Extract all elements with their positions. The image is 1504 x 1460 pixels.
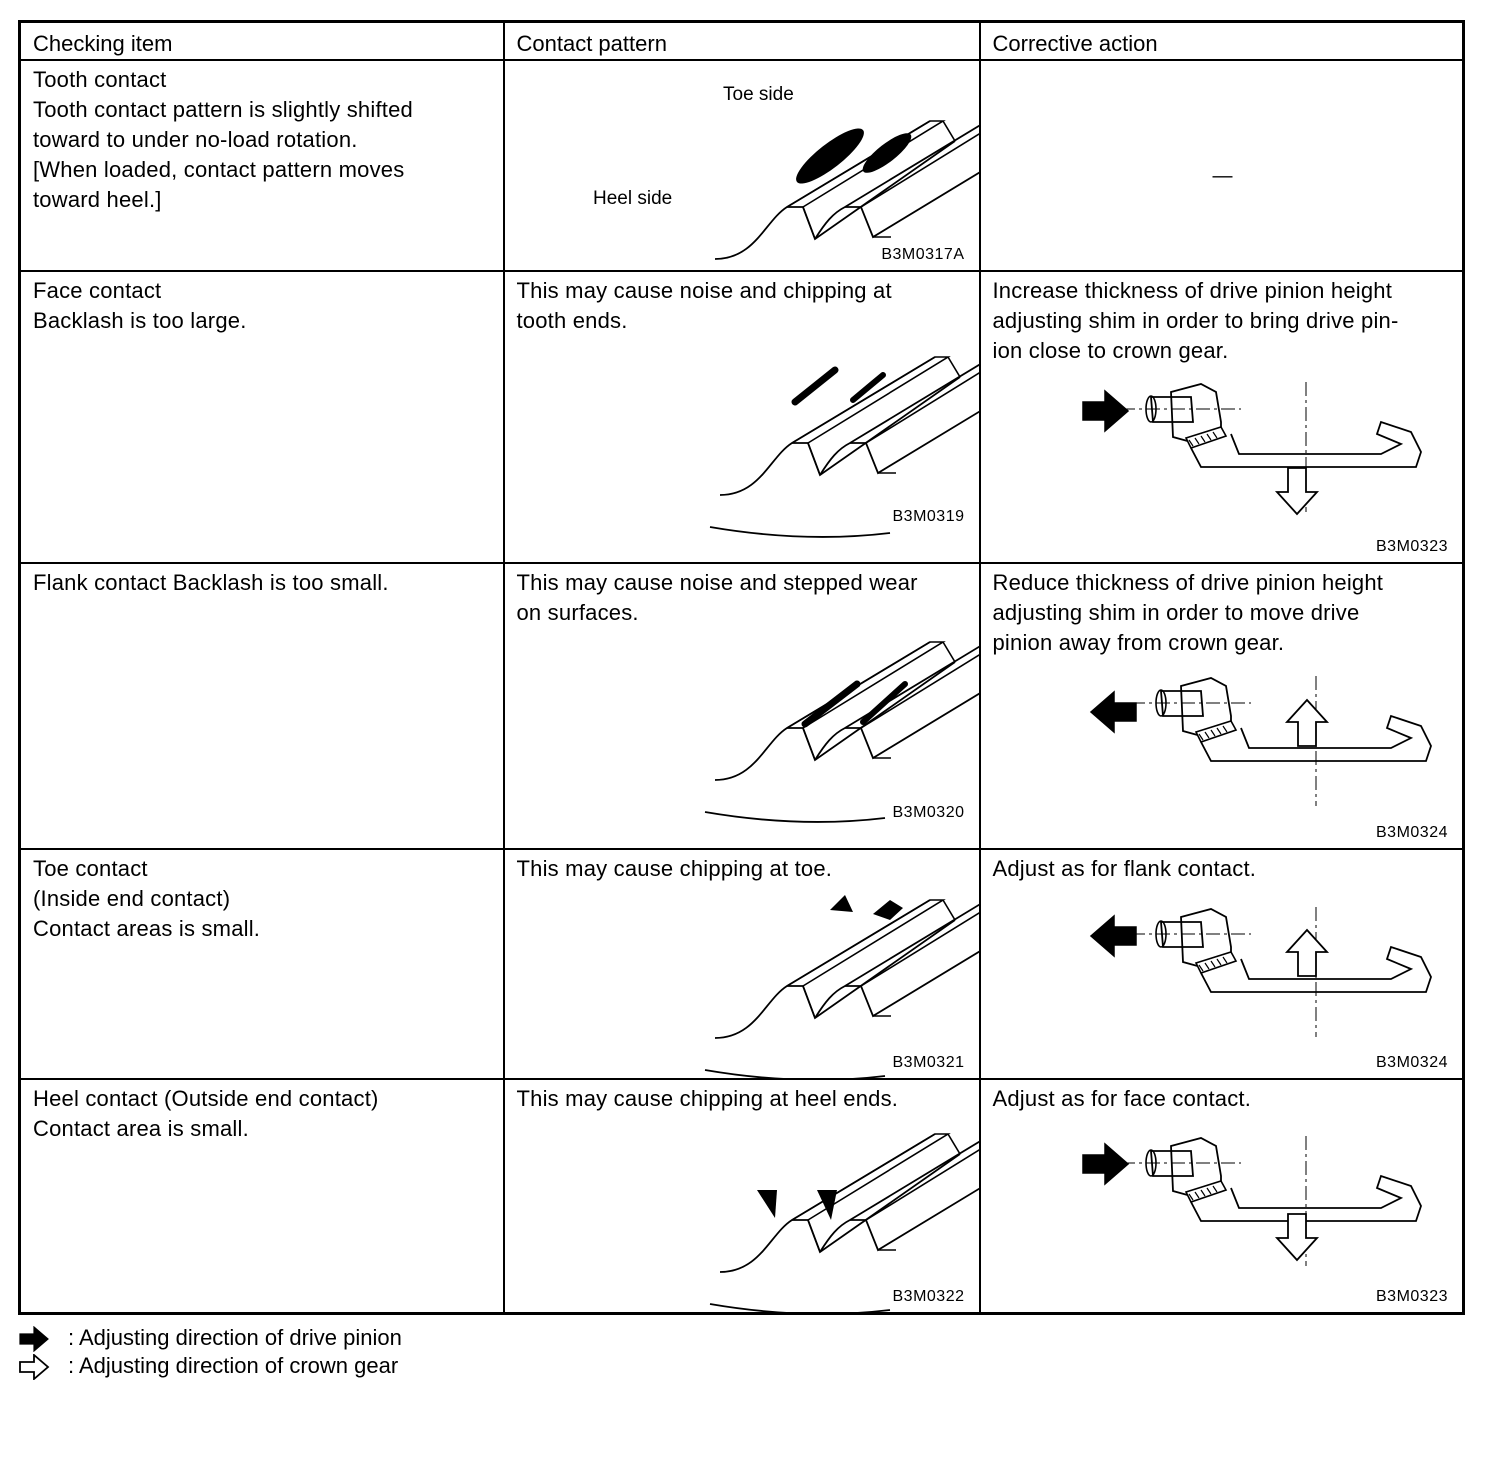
figure-code: B3M0323 <box>1376 538 1448 555</box>
contact-pattern-mark <box>795 370 835 402</box>
no-action-dash: — <box>1212 165 1233 187</box>
pinion-crown-assembly <box>1121 382 1421 512</box>
pattern-text: This may cause chipping at heel ends. <box>516 1086 899 1111</box>
figure-code: B3M0317A <box>881 246 965 263</box>
table-row-tooth-contact <box>20 60 1464 271</box>
cell-corrective-action <box>980 849 1464 1079</box>
action-text: Adjust as for flank contact. <box>992 856 1257 881</box>
action-text: Reduce thickness of drive pinion height adjusting shim in order to move drive pinion away from crown gear. <box>992 570 1384 655</box>
drive-pinion-arrow-icon <box>1091 916 1136 956</box>
cell-contact-pattern <box>504 563 980 849</box>
drive-pinion-arrow-icon <box>1091 692 1136 732</box>
table-row-flank-contact <box>20 563 1464 849</box>
solid-arrow-icon <box>18 1326 50 1352</box>
gear-tooth-figure <box>505 61 981 272</box>
check-text: Tooth contact Tooth contact pattern is slightly shifted toward to under no-load rotation. [When loaded, contact pattern moves toward heel.] <box>33 67 413 212</box>
cell-corrective-action <box>980 271 1464 563</box>
toe-side-label: Toe side <box>722 84 794 105</box>
cell-corrective-action <box>980 563 1464 849</box>
pattern-text: This may cause noise and chipping at tooth ends. <box>516 278 892 333</box>
drive-pinion-arrow-icon <box>1083 1144 1128 1184</box>
pattern-text: This may cause chipping at toe. <box>516 856 833 881</box>
gear-tooth-figure <box>505 850 981 1080</box>
cell-corrective-action <box>980 1079 1464 1313</box>
contact-pattern-mark <box>830 895 853 912</box>
cell-contact-pattern <box>504 1079 980 1313</box>
header-contact-pattern: Contact pattern <box>504 22 980 61</box>
pinion-adjust-figure <box>981 1080 1465 1314</box>
figure-code: B3M0322 <box>892 1287 965 1305</box>
cell-checking-item <box>20 60 504 271</box>
pinion-crown-assembly <box>1131 907 1431 1037</box>
contact-pattern-mark <box>757 1190 777 1218</box>
pinion-crown-assembly <box>1121 1136 1421 1266</box>
figure-code: B3M0324 <box>1376 1054 1448 1071</box>
legend-label: : Adjusting direction of crown gear <box>68 1353 399 1378</box>
figure-code: B3M0319 <box>892 508 965 525</box>
table-header-row <box>20 22 1464 61</box>
cell-corrective-action <box>980 60 1464 271</box>
crown-gear-arrow-icon <box>1277 468 1317 514</box>
cell-contact-pattern <box>504 60 980 271</box>
action-text: Increase thickness of drive pinion height adjusting shim in order to bring drive pin- ion close to crown gear. <box>992 278 1399 363</box>
heel-side-label: Heel side <box>592 188 672 209</box>
figure-code: B3M0324 <box>1376 824 1448 841</box>
gear-contact-table <box>18 20 1465 1315</box>
gear-tooth-figure <box>505 1080 981 1314</box>
figure-code: B3M0321 <box>892 1054 965 1071</box>
check-text: Flank contact Backlash is too small. <box>33 570 389 595</box>
table-row-toe-contact <box>20 849 1464 1079</box>
pinion-adjust-figure <box>981 272 1465 564</box>
cell-checking-item <box>20 849 504 1079</box>
cell-contact-pattern <box>504 849 980 1079</box>
legend-label: : Adjusting direction of drive pinion <box>68 1325 402 1350</box>
contact-pattern-mark <box>873 900 903 920</box>
open-arrow-icon <box>18 1354 50 1380</box>
action-text: Adjust as for face contact. <box>992 1086 1252 1111</box>
contact-pattern-mark <box>817 1190 837 1220</box>
drive-pinion-arrow-icon <box>1083 391 1128 431</box>
check-text: Face contact Backlash is too large. <box>33 278 247 333</box>
figure-code: B3M0320 <box>892 804 965 821</box>
crown-gear-arrow-icon <box>1287 930 1327 976</box>
contact-pattern-mark <box>857 127 915 178</box>
header-corrective-action: Corrective action <box>980 22 1464 61</box>
pinion-adjust-figure <box>981 850 1465 1080</box>
pinion-adjust-figure <box>981 564 1465 850</box>
crown-gear-arrow-icon <box>1287 700 1327 746</box>
contact-pattern-mark <box>805 684 857 724</box>
check-text: Toe contact (Inside end contact) Contact areas is small. <box>33 856 261 941</box>
check-text: Heel contact (Outside end contact) Contact area is small. <box>33 1086 379 1141</box>
cell-contact-pattern <box>504 271 980 563</box>
cell-checking-item <box>20 1079 504 1313</box>
cell-checking-item <box>20 563 504 849</box>
table-row-face-contact <box>20 271 1464 563</box>
figure-code: B3M0323 <box>1376 1287 1448 1305</box>
pinion-crown-assembly <box>1131 676 1431 806</box>
table-row-heel-contact <box>20 1079 1464 1313</box>
pattern-text: This may cause noise and stepped wear on surfaces. <box>516 570 918 625</box>
header-checking-item: Checking item <box>20 22 504 61</box>
contact-pattern-mark <box>863 684 905 722</box>
cell-checking-item <box>20 271 504 563</box>
